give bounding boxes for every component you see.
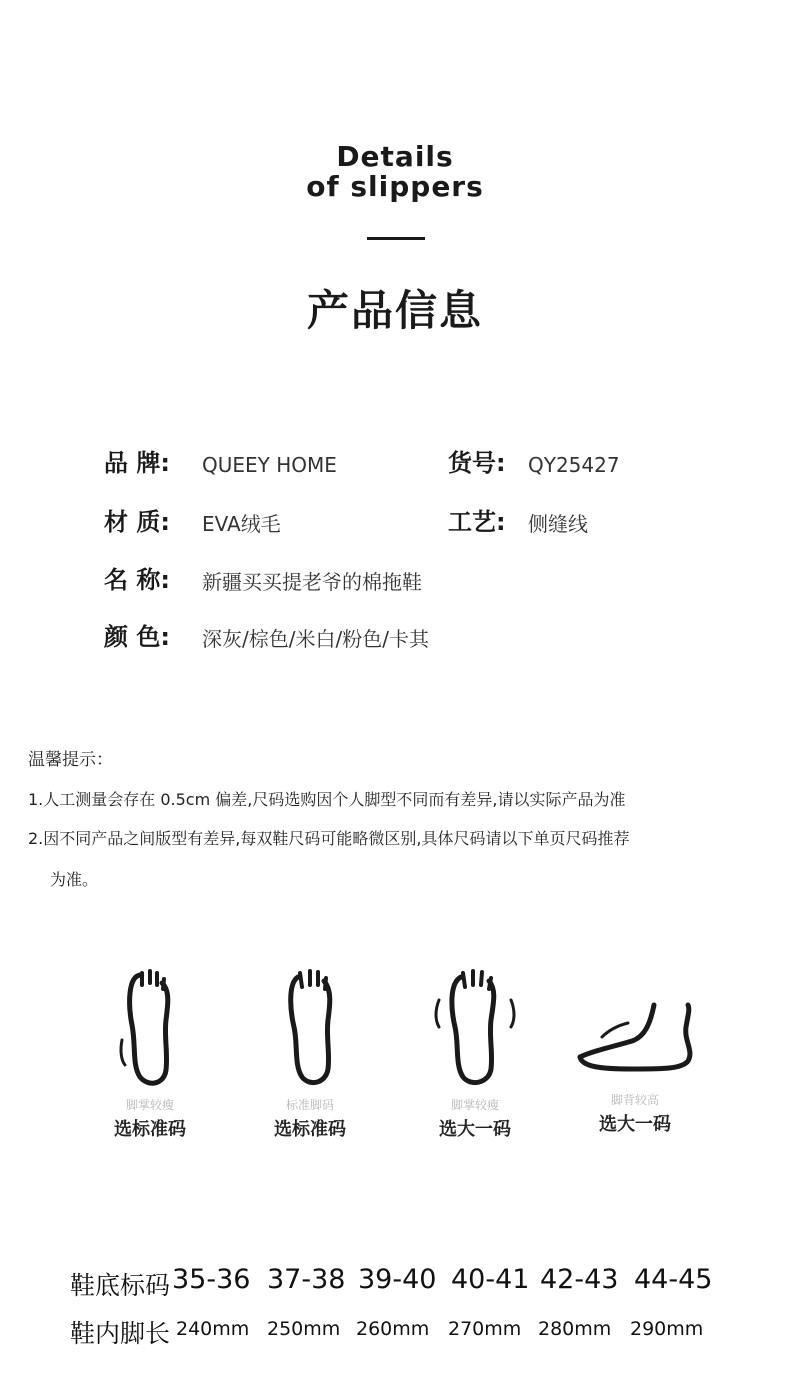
sku-value: QY25427	[528, 453, 620, 477]
foot-type-4-sub: 脚背较高	[610, 1093, 659, 1107]
foot-type-1-sub: 脚掌较瘦	[125, 1098, 174, 1112]
foot-type-1	[95, 965, 205, 1141]
foot-type-4	[570, 985, 700, 1136]
craft-label: 工艺:	[448, 508, 506, 536]
brand-value: QUEEY HOME	[202, 453, 337, 477]
title-line-1: Details	[336, 140, 454, 173]
sku-label: 货号:	[448, 449, 506, 477]
narrow-foot-icon	[110, 965, 190, 1090]
title-divider	[367, 237, 425, 240]
color-label: 颜 色:	[104, 623, 170, 651]
craft-value: 侧缝线	[528, 512, 588, 536]
size-cell: 42-43	[540, 1264, 619, 1295]
standard-foot-icon	[270, 965, 350, 1090]
length-row	[70, 1318, 730, 1348]
foot-type-2-main: 选标准码	[274, 1119, 346, 1140]
foot-type-2-sub: 标准脚码	[285, 1098, 334, 1112]
title-english	[0, 142, 790, 202]
name-value: 新疆买买提老爷的棉拖鞋	[202, 570, 422, 594]
wide-foot-icon	[425, 965, 525, 1090]
foot-type-1-main: 选标准码	[114, 1119, 186, 1140]
tips-line-2: 2.因不同产品之间版型有差异,每双鞋尺码可能略微区别,具体尺码请以下单页尺码推荐	[28, 829, 630, 848]
foot-type-2	[255, 965, 365, 1141]
length-cell: 250mm	[267, 1318, 341, 1340]
name-label: 名 称:	[104, 566, 170, 594]
size-cell: 39-40	[358, 1264, 437, 1295]
size-cell: 44-45	[634, 1264, 713, 1295]
size-row	[70, 1264, 730, 1298]
tips-line-1: 1.人工测量会存在 0.5cm 偏差,尺码选购因个人脚型不同而有差异,请以实际产品为准	[28, 790, 626, 809]
size-label: 鞋底标码	[70, 1271, 171, 1300]
length-cell: 270mm	[448, 1318, 522, 1340]
foot-type-3-main: 选大一码	[439, 1119, 511, 1140]
brand-label: 品 牌:	[104, 449, 170, 477]
length-cell: 260mm	[356, 1318, 430, 1340]
material-label: 材 质:	[104, 508, 170, 536]
foot-type-3-sub: 脚掌较瘦	[450, 1098, 499, 1112]
length-label: 鞋内脚长	[70, 1319, 171, 1348]
tips-heading: 温馨提示：	[28, 750, 113, 770]
length-cell: 280mm	[538, 1318, 612, 1340]
tips-line-2-cont: 为准。	[50, 870, 99, 889]
size-cell: 40-41	[451, 1264, 530, 1295]
size-cell: 37-38	[267, 1264, 346, 1295]
length-cell: 290mm	[630, 1318, 704, 1340]
material-value: EVA绒毛	[202, 512, 281, 536]
foot-type-4-main: 选大一码	[599, 1114, 671, 1135]
high-instep-foot-icon	[572, 985, 698, 1085]
foot-type-3	[420, 965, 530, 1141]
title-chinese: 产品信息	[306, 286, 483, 335]
size-cell: 35-36	[172, 1264, 251, 1295]
color-value: 深灰/棕色/米白/粉色/卡其	[202, 627, 429, 651]
title-line-2: of slippers	[306, 170, 484, 203]
length-cell: 240mm	[176, 1318, 250, 1340]
